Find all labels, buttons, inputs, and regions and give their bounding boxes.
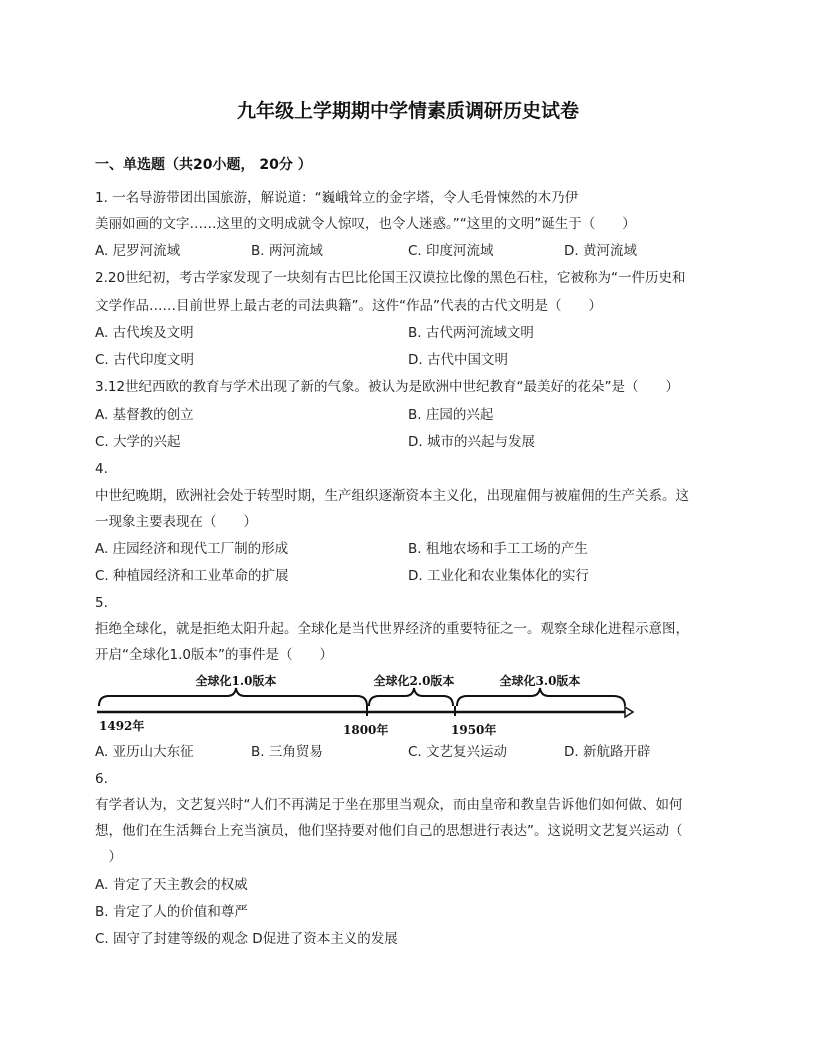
label-globalization-1: 全球化1.0版本 [195,674,277,688]
q6-stem-line2: 想，他们在生活舞台上充当演员，他们坚持要对他们自己的思想进行表达”。这说明文艺复兴运动（ [95,823,683,839]
q2-stem-line2: 文学作品……目前世界上最古老的司法典籍”。这件“作品”代表的古代文明是（ ） [95,298,602,314]
q2-option-a: A. 古代埃及文明 [95,325,194,341]
q4-option-c: C. 种植园经济和工业革命的扩展 [95,568,289,584]
q5-option-b: B. 三角贸易 [251,744,323,760]
q1-stem-line1: 1. 一名导游带团出国旅游，解说道：“巍峨耸立的金字塔，令人毛骨悚然的木乃伊 [95,190,579,206]
brace-1 [99,688,367,706]
q6-stem-line1: 有学者认为，文艺复兴时“人们不再满足于坐在那里当观众，而由皇帝和教皇告诉他们如何做、如何 [95,797,683,813]
q6-option-a: A. 肯定了天主教会的权威 [95,877,248,893]
year-1492: 1492年 [99,719,145,733]
globalization-timeline [95,672,640,740]
label-globalization-3: 全球化3.0版本 [499,674,581,688]
q2-option-c: C. 古代印度文明 [95,352,195,368]
q3-option-a: A. 基督教的创立 [95,407,194,423]
q1-option-d: D. 黄河流域 [564,243,637,259]
q4-number: 4. [95,461,108,477]
timeline-arrowhead [625,707,633,717]
q6-option-c: C. 固守了封建等级的观念 D促进了资本主义的发展 [95,931,398,947]
brace-2 [369,688,453,706]
q3-option-b: B. 庄园的兴起 [408,407,494,423]
q5-option-d: D. 新航路开辟 [564,744,651,760]
q1-stem-line2: 美丽如画的文字……这里的文明成就令人惊叹，也令人迷惑。”“这里的文明”诞生于（ ） [95,216,636,232]
q5-stem-line1: 拒绝全球化，就是拒绝太阳升起。全球化是当代世界经济的重要特征之一。观察全球化进程示意图， [95,621,689,637]
q6-number: 6. [95,771,108,787]
section-heading: 一、单选题（共20小题， 20分 ） [95,157,312,173]
year-1800: 1800年 [343,723,389,737]
q4-stem-line2: 一现象主要表现在（ ） [95,514,257,530]
brace-3 [457,688,625,706]
q6-option-b: B. 肯定了人的价值和尊严 [95,904,248,920]
label-globalization-2: 全球化2.0版本 [373,674,455,688]
q1-option-c: C. 印度河流域 [408,243,494,259]
q3-option-c: C. 大学的兴起 [95,434,181,450]
q3-stem-line1: 3.12世纪西欧的教育与学术出现了新的气象。被认为是欧洲中世纪教育“最美好的花朵”是（ ） [95,379,680,395]
q2-option-d: D. 古代中国文明 [408,352,508,368]
q5-number: 5. [95,595,108,611]
q4-option-a: A. 庄园经济和现代工厂制的形成 [95,541,289,557]
q3-option-d: D. 城市的兴起与发展 [408,434,535,450]
q5-option-a: A. 亚历山大东征 [95,744,194,760]
q1-option-a: A. 尼罗河流域 [95,243,181,259]
q5-stem-line2: 开启“全球化1.0版本”的事件是（ ） [95,647,333,663]
q4-option-b: B. 租地农场和手工工场的产生 [408,541,588,557]
q1-option-b: B. 两河流域 [251,243,323,259]
q5-option-c: C. 文艺复兴运动 [408,744,508,760]
q2-stem-line1: 2.20世纪初，考古学家发现了一块刻有古巴比伦国王汉谟拉比像的黑色石柱，它被称为“一件历史和 [95,270,686,286]
q2-option-b: B. 古代两河流域文明 [408,325,534,341]
q4-stem-line1: 中世纪晚期，欧洲社会处于转型时期，生产组织逐渐资本主义化，出现雇佣与被雇佣的生产关系。这 [95,488,689,504]
q6-stem-line3: ） [95,849,122,865]
page-title: 九年级上学期期中学情素质调研历史试卷 [236,100,579,122]
year-1950: 1950年 [451,723,497,737]
q4-option-d: D. 工业化和农业集体化的实行 [408,568,589,584]
